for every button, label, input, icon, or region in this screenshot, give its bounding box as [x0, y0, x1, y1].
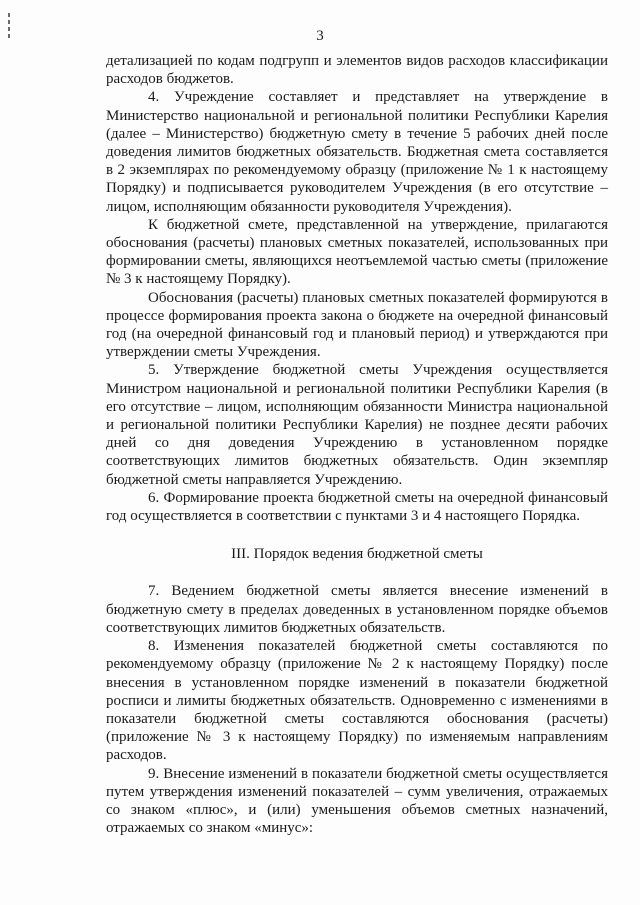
paragraph-7: 7. Ведением бюджетной сметы является внесение изменений в бюджетную смету в пределах доведенных в установленном порядке объемов соответствующих лимитов бюджетных обязательств.: [106, 583, 608, 636]
paragraph-4: 4. Учреждение составляет и представляет на утверждение в Министерство национальной и региональной политики Республики Карелия (далее – Министерство) бюджетную смету в течение 5 рабочих дней после доведения лимитов бюджетных обязательств. Бюджетная смета составляется в 2 экземплярах по рекомендуемому образцу (приложение № 1 к настоящему Порядку) и подписывается руководителем Учреждения (в его отсутствие – лицом, исполняющим обязанности руководителя Учреждения).: [106, 89, 608, 215]
page-number: 3: [316, 28, 324, 44]
paragraph-5: 5. Утверждение бюджетной сметы Учреждения осуществляется Министром национальной и региональной политики Республики Карелия (в его отсутствие – лицом, исполняющим обязанности Министра национальной и региональной политики Республики Карелия) не позднее десяти рабочих дней со дня доведения Учреждению в установленном порядке соответствующих лимитов бюджетных обязательств. Один экземпляр бюджетной сметы направляется Учреждению.: [106, 362, 608, 488]
binding-mark: [8, 20, 10, 24]
paragraphs-before-heading: [106, 52, 608, 525]
paragraph-6: 6. Формирование проекта бюджетной сметы на очередной финансовый год осуществляется в соответствии с пунктами 3 и 4 настоящего Порядка.: [106, 489, 608, 525]
binding-mark: [8, 13, 10, 17]
paragraph-4a: К бюджетной смете, представленной на утверждение, прилагаются обоснования (расчеты) плановых сметных показателей, использованных при формировании сметы, являющихся неотъемлемой частью сметы (приложение № 3 к настоящему Порядку).: [106, 216, 608, 288]
paragraph-4b: Обоснования (расчеты) плановых сметных показателей формируются в процессе формирования проекта закона о бюджете на очередной финансовый год (на очередной финансовый год и плановый период) и утверждаются при утверждении сметы Учреждения.: [106, 289, 608, 361]
paragraphs-after-heading: [106, 582, 608, 837]
document-body: [106, 52, 608, 837]
section-heading: III. Порядок ведения бюджетной сметы: [231, 546, 483, 563]
paragraph-cont: детализацией по кодам подгрупп и элементов видов расходов классификации расходов бюджетов.: [106, 53, 608, 88]
paragraph-9: 9. Внесение изменений в показатели бюджетной сметы осуществляется путем утверждения изменений показателей – сумм увеличения, отражаемых со знаком «плюс», и (или) уменьшения объемов сметных назначений, отражаемых со знаком «минус»:: [106, 765, 608, 837]
paragraph-8: 8. Изменения показателей бюджетной сметы составляются по рекомендуемому образцу (приложение № 2 к настоящему Порядку) после внесения в установленном порядке изменений в показатели бюджетной росписи и лимиты бюджетных обязательств. Одновременно с изменениями в показатели бюджетной сметы составляются обоснования (расчеты) (приложение № 3 к настоящему Порядку) по изменяемым направлениям расходов.: [106, 638, 608, 764]
